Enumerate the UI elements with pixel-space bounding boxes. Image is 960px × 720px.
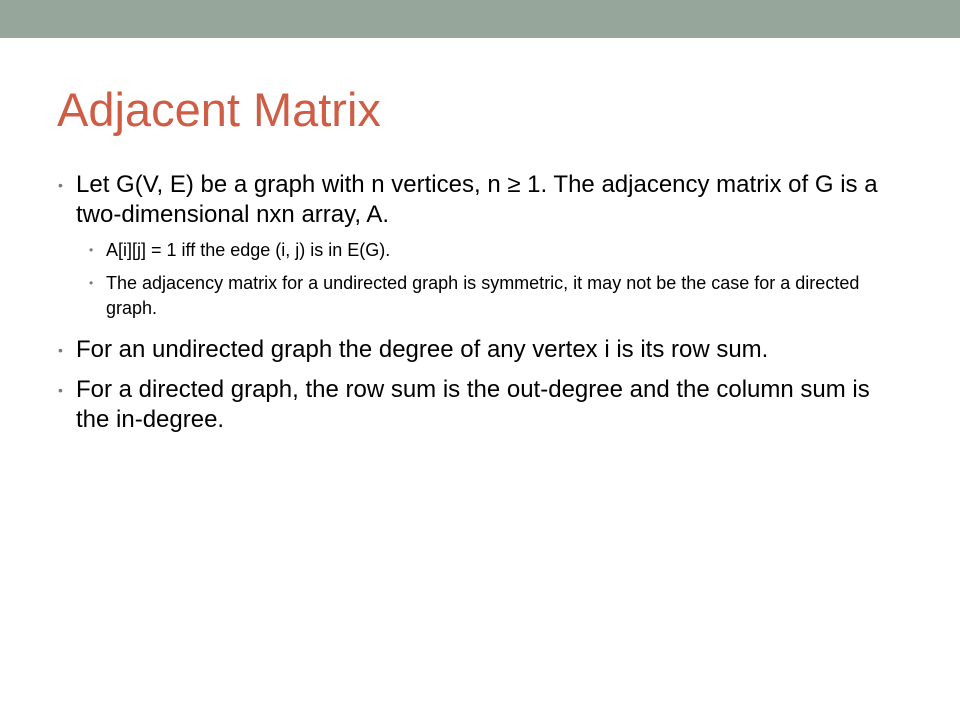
- sub-bullet-list: [76, 238, 888, 321]
- bullet-text: Let G(V, E) be a graph with n vertices, n ≥ 1. The adjacency matrix of G is a two-dimensional nxn array, A.: [76, 171, 878, 228]
- header-accent-bar: [0, 0, 960, 38]
- bullet-item: [58, 375, 888, 435]
- sub-bullet-text: The adjacency matrix for a undirected graph is symmetric, it may not be the case for a directed graph.: [106, 273, 860, 318]
- bullet-item: [58, 335, 888, 365]
- sub-bullet-item: [76, 271, 888, 321]
- sub-bullet-item: [76, 238, 888, 263]
- bullet-text: For an undirected graph the degree of any vertex i is its row sum.: [76, 336, 769, 363]
- bullet-text: For a directed graph, the row sum is the out-degree and the column sum is the in-degree.: [76, 376, 870, 433]
- bullet-item: [58, 170, 888, 321]
- bullet-list: [58, 170, 888, 435]
- sub-bullet-text: A[i][j] = 1 iff the edge (i, j) is in E(G).: [106, 240, 391, 260]
- slide-title: Adjacent Matrix: [57, 83, 381, 136]
